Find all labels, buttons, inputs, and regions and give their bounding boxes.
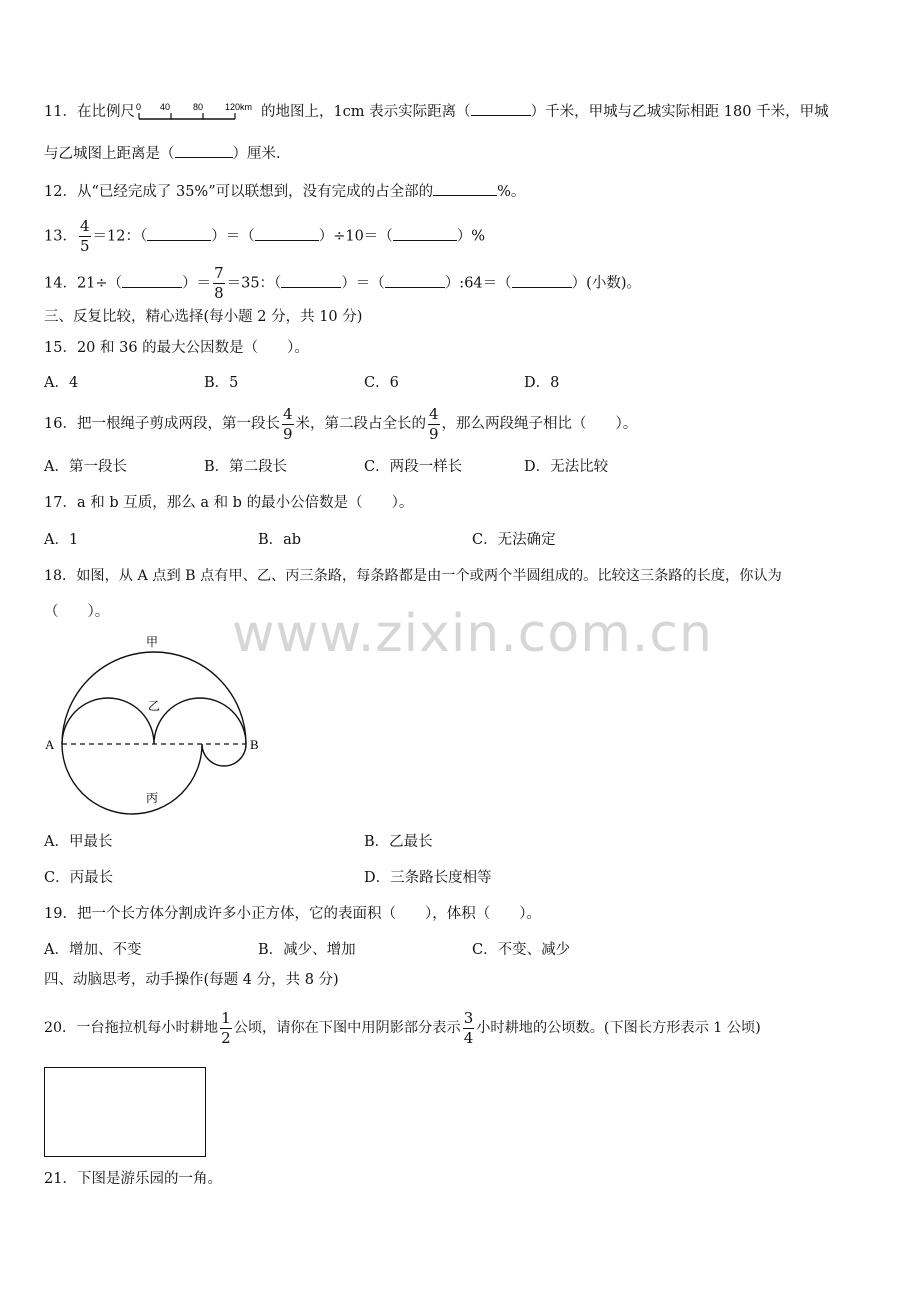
- q14-t3: ）＝（: [341, 275, 385, 292]
- fraction-4-5: [79, 219, 91, 254]
- q16-mid: 米，第二段占全长的: [295, 416, 426, 432]
- scale-tick-120: 120km: [224, 102, 252, 112]
- q11-text-mid2: ）千米，甲城与乙城实际相距 180 千米，甲城: [530, 104, 829, 120]
- fraction-numerator: 4: [429, 404, 439, 423]
- q14-t0: 21÷（: [76, 275, 123, 292]
- q13-t2: ）＝（: [211, 228, 255, 245]
- watermark: www.zixin.com.cn: [232, 604, 713, 664]
- fraction-numerator: 3: [463, 1008, 474, 1027]
- question-13: [44, 219, 485, 254]
- fraction-1-2: [220, 1008, 232, 1047]
- option-a[interactable]: A．4: [44, 375, 79, 391]
- option-d[interactable]: D．无法比较: [524, 459, 609, 475]
- option-a[interactable]: A．1: [44, 532, 79, 548]
- question-12: [44, 181, 525, 203]
- q13-t3: ）÷10＝（: [318, 228, 393, 245]
- fraction-denominator: 8: [214, 284, 224, 302]
- fraction-numerator: 7: [214, 264, 224, 282]
- q20-pre: 20．一台拖拉机每小时耕地: [44, 1020, 219, 1036]
- scale-bar: [135, 101, 261, 123]
- option-c[interactable]: C．无法确定: [472, 532, 556, 548]
- answer-blank[interactable]: [281, 273, 341, 288]
- answer-blank[interactable]: [433, 181, 497, 196]
- option-c[interactable]: C．不变、减少: [472, 942, 571, 958]
- answer-blank[interactable]: [471, 101, 531, 116]
- question-16: [44, 406, 637, 442]
- fraction-denominator: 2: [221, 1028, 231, 1047]
- question-11: [44, 101, 829, 123]
- answer-blank[interactable]: [393, 226, 457, 241]
- option-c[interactable]: C．丙最长: [44, 870, 114, 886]
- fraction-numerator: 4: [282, 404, 293, 423]
- question-17: 17．a 和 b 互质，那么 a 和 b 的最小公倍数是（ ）。: [44, 495, 414, 511]
- option-b[interactable]: B．减少、增加: [258, 942, 356, 958]
- option-d[interactable]: D．8: [524, 375, 560, 391]
- q11-text-mid: 的地图上，1cm 表示实际距离（: [260, 104, 471, 120]
- option-b[interactable]: B．ab: [258, 532, 302, 548]
- q16-pre: 16．把一根绳子剪成两段，第一段长: [44, 416, 280, 432]
- q11-line2: 与乙城图上距离是（: [44, 146, 175, 162]
- q12-end: %。: [497, 184, 526, 200]
- option-a[interactable]: A．第一段长: [44, 459, 127, 475]
- answer-blank[interactable]: [385, 273, 445, 288]
- q12-text: 从“已经完成了 35%”可以联想到，没有完成的占全部的: [76, 184, 434, 200]
- q14-t2: ＝35：（: [226, 275, 282, 292]
- fraction-denominator: 9: [282, 424, 293, 443]
- one-hectare-rectangle[interactable]: [44, 1067, 206, 1157]
- fraction-7-8: [213, 266, 225, 301]
- scale-tick-0: 0: [135, 102, 141, 112]
- label-jia: 甲: [146, 635, 159, 649]
- scale-tick-40: 40: [159, 102, 170, 112]
- option-b[interactable]: B．5: [204, 375, 239, 391]
- path-jia: [62, 652, 246, 744]
- question-21: 21．下图是游乐园的一角。: [44, 1171, 222, 1187]
- q13-t4: ）%: [456, 228, 486, 245]
- fraction-4-9: [282, 404, 294, 443]
- q11-line2-end: ）厘米.: [232, 146, 281, 162]
- section-4-heading: 四、动脑思考，动手操作(每题 4 分，共 8 分): [44, 972, 339, 988]
- section-3-heading: 三、反复比较，精心选择(每小题 2 分，共 10 分): [44, 309, 363, 325]
- option-a[interactable]: A．甲最长: [44, 834, 113, 850]
- question-20: [44, 1010, 761, 1046]
- option-b[interactable]: B．乙最长: [364, 834, 433, 850]
- q20-end: 小时耕地的公顷数。(下图长方形表示 1 公顷): [476, 1020, 761, 1036]
- q20-mid: 公顷，请你在下图中用阴影部分表示: [233, 1020, 461, 1036]
- fraction-4-9: [428, 404, 440, 443]
- semicircle-path-figure: [40, 630, 280, 820]
- option-b[interactable]: B．第二段长: [204, 459, 288, 475]
- answer-blank[interactable]: [122, 273, 182, 288]
- option-c[interactable]: C．两段一样长: [364, 459, 463, 475]
- answer-blank[interactable]: [512, 273, 572, 288]
- label-b: B: [250, 737, 259, 752]
- q12-number: 12．: [44, 184, 77, 200]
- q16-end: ，那么两段绳子相比（ ）。: [441, 416, 638, 432]
- fraction-denominator: 4: [463, 1028, 474, 1047]
- fraction-denominator: 5: [79, 237, 90, 255]
- option-c[interactable]: C．6: [364, 375, 399, 391]
- q14-t4: ）:64＝（: [444, 275, 512, 292]
- question-11-line2: [44, 143, 281, 165]
- scale-tick-80: 80: [192, 102, 203, 112]
- answer-blank[interactable]: [255, 226, 319, 241]
- label-yi: 乙: [148, 699, 161, 713]
- q13-t1: ＝12：（: [92, 228, 148, 245]
- option-a[interactable]: A．增加、不变: [44, 942, 142, 958]
- q14-t1: ）＝: [182, 275, 212, 292]
- q14-number: 14．: [44, 275, 77, 292]
- q11-text-pre: 在比例尺: [76, 104, 135, 120]
- question-15: 15．20 和 36 的最大公因数是（ ）。: [44, 340, 309, 356]
- answer-blank[interactable]: [147, 226, 211, 241]
- q13-number: 13．: [44, 228, 77, 245]
- q14-t5: ）(小数)。: [571, 275, 641, 292]
- fraction-3-4: [463, 1008, 475, 1047]
- answer-blank[interactable]: [175, 143, 233, 158]
- question-18: 18．如图，从 A 点到 B 点有甲、乙、丙三条路，每条路都是由一个或两个半圆组成的。比较这三条路的长度，你认为: [44, 568, 782, 584]
- question-14: [44, 266, 641, 301]
- label-a: A: [45, 737, 55, 752]
- question-18-line2: （ ）。: [44, 604, 110, 620]
- option-d[interactable]: D．三条路长度相等: [364, 870, 492, 886]
- q11-number: 11．: [44, 104, 77, 120]
- fraction-numerator: 1: [221, 1008, 231, 1027]
- label-bing: 丙: [146, 791, 159, 805]
- question-19: 19．把一个长方体分割成许多小正方体，它的表面积（ ），体积（ ）。: [44, 906, 541, 922]
- fraction-denominator: 9: [429, 424, 439, 443]
- fraction-numerator: 4: [79, 217, 90, 235]
